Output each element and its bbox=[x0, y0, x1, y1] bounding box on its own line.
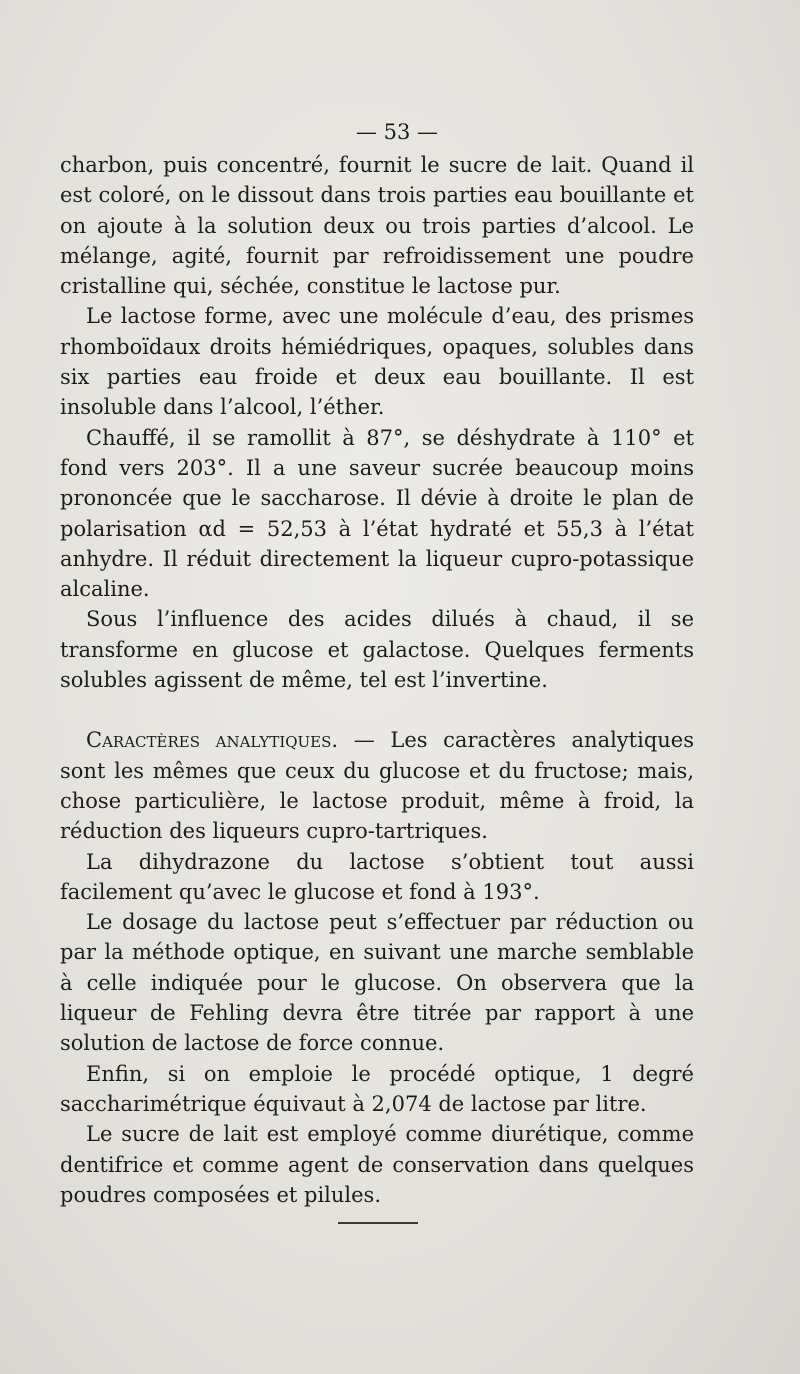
paragraph-continuation: charbon, puis concentré, fournit le sucre de lait. Quand il est coloré, on le dissout dans trois parties eau bouillante et on ajoute à la solution deux ou trois parties d’alcool. Le mélange, agité, fournit par refroidissement une poudre cristalline qui, séchée, constitue le lactose pur. bbox=[60, 153, 694, 299]
page-text bbox=[60, 117, 694, 1210]
paragraph-lactose-form: Le lactose forme, avec une molécule d’eau, des prismes rhomboïdaux droits hémiédriques, opaques, solubles dans six parties eau froide et deux eau bouillante. Il est insoluble dans l’alcool, l’éther. bbox=[60, 304, 694, 420]
section-gap bbox=[60, 695, 694, 725]
paragraph-optical: Enfin, si on emploie le procédé optique, 1 degré saccharimétrique équivaut à 2,074 de lactose par litre. bbox=[60, 1061, 694, 1116]
paragraph-dihydrazone: La dihydrazone du lactose s’obtient tout aussi facilement qu’avec le glucose et fond à 193°. bbox=[60, 849, 694, 904]
section-heading: Caractères analytiques. bbox=[86, 728, 339, 753]
paragraph-analytical bbox=[60, 725, 694, 846]
paragraph-heating: Chauffé, il se ramollit à 87°, se déshydrate à 110° et fond vers 203°. Il a une saveur sucrée beaucoup moins prononcée que le saccharose. Il dévie à droite le plan de polarisation αd = 52,53 à l’état hydraté et 55,3 à l’état anhydre. Il réduit directement la liqueur cupro-potassique alcaline. bbox=[60, 425, 694, 602]
end-rule bbox=[338, 1222, 418, 1224]
page-number: — 53 — bbox=[355, 120, 439, 144]
paragraph-acids: Sous l’influence des acides dilués à chaud, il se transforme en glucose et galactose. Quelques ferments solubles agissent de même, tel est l’invertine. bbox=[60, 607, 694, 693]
paragraph-uses: Le sucre de lait est employé comme diurétique, comme dentifrice et comme agent de conservation dans quelques poudres composées et pilules. bbox=[60, 1122, 694, 1207]
section-lead-text: — Les caractères analytiques sont les mêmes que ceux du glucose et du fructose; mais, chose particulière, le lactose produit, même à froid, la réduction des liqueurs cupro-tartriques. bbox=[60, 728, 694, 844]
paragraph-dosage: Le dosage du lactose peut s’effectuer par réduction ou par la méthode optique, en suivant une marche semblable à celle indiquée pour le glucose. On observera que la liqueur de Fehling devra être titrée par rapport à une solution de lactose de force connue. bbox=[60, 910, 694, 1056]
